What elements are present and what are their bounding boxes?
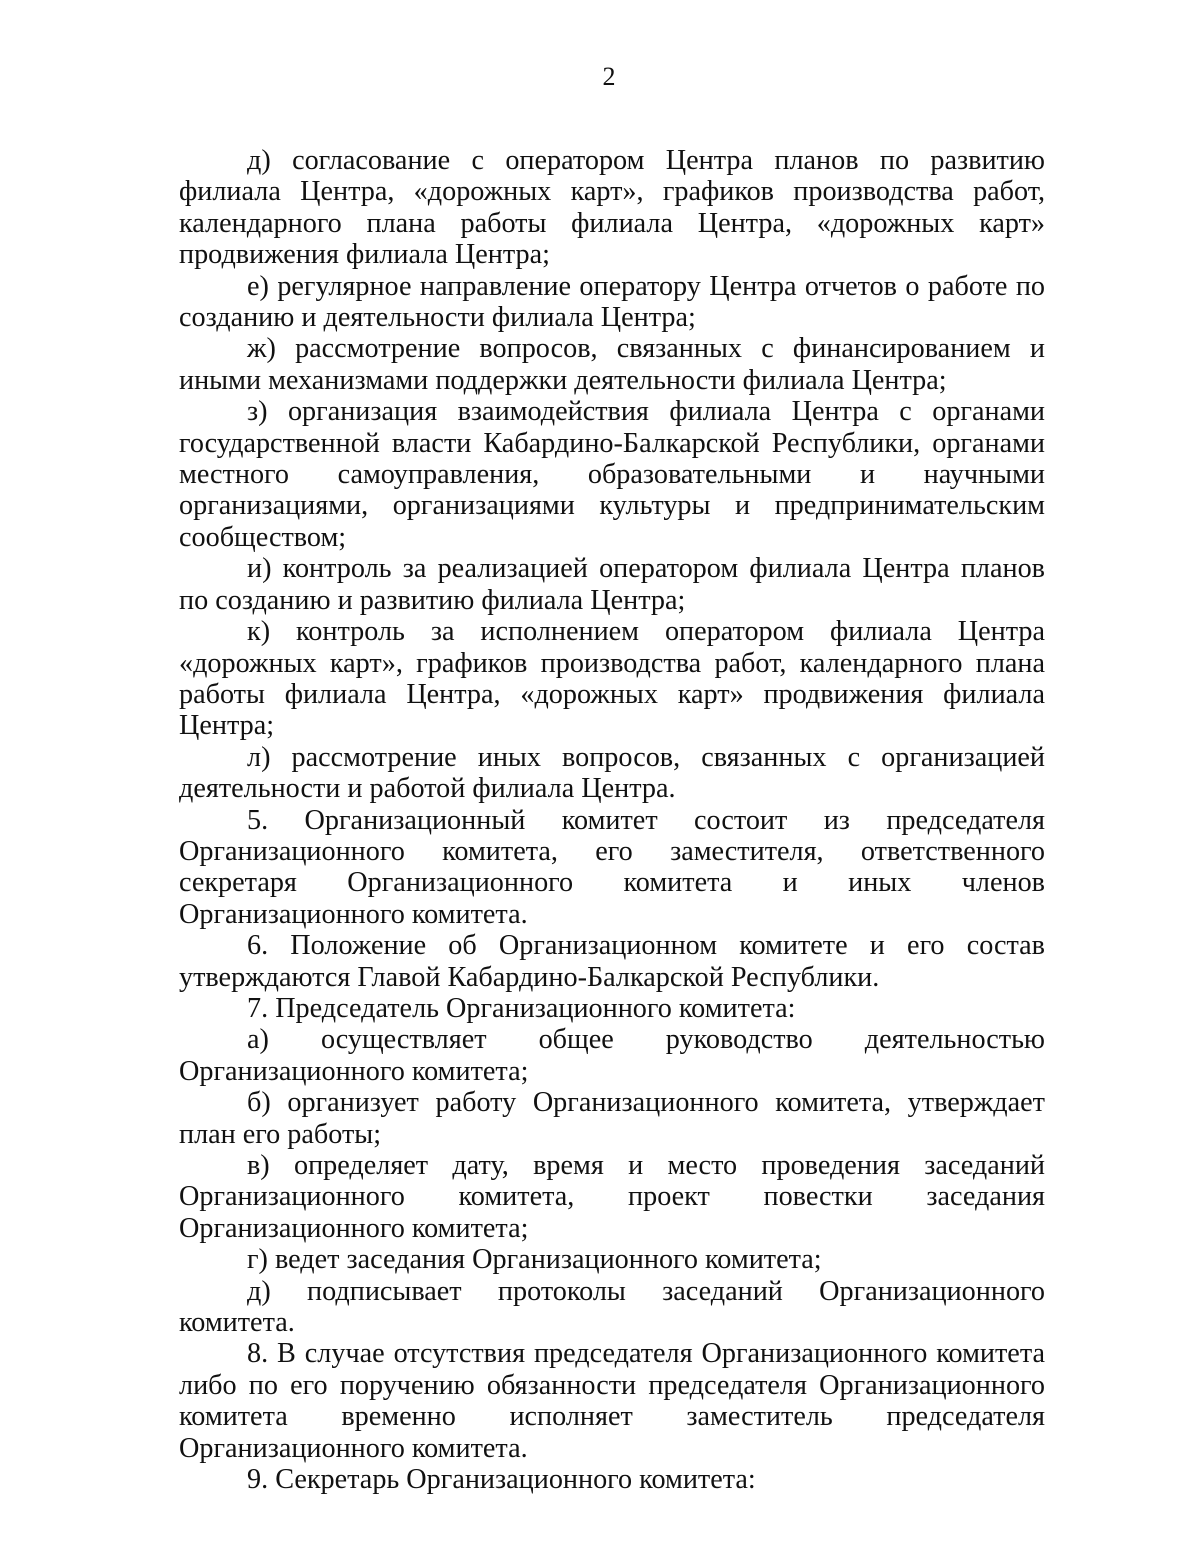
paragraph-item-l: л) рассмотрение иных вопросов, связанных с организацией деятельности и работой филиала Центра. — [179, 741, 1045, 805]
paragraph-item-g: г) ведет заседания Организационного комитета; — [247, 1244, 822, 1276]
document-body — [179, 145, 1045, 1495]
page-number: 2 — [602, 62, 616, 91]
paragraph-section-6: 6. Положение об Организационном комитете и его состав утверждаются Главой Кабардино-Балкарской Республики. — [179, 930, 1045, 993]
paragraph-item-d: д) согласование с оператором Центра планов по развитию филиала Центра, «дорожных карт», графиков производства работ, календарного плана работы филиала Центра, «дорожных карт» продвижения филиала Центра; — [179, 145, 1045, 271]
paragraph-item-z: з) организация взаимодействия филиала Центра с органами государственной власти Кабардино-Балкарской Республики, органами местного самоуправления, образовательными и научными организациями, организациями культуры и предпринимательским сообществом; — [179, 396, 1045, 553]
paragraph-item-i: и) контроль за реализацией оператором филиала Центра планов по созданию и развитию филиала Центра; — [179, 553, 1045, 616]
paragraph-item-a: а) осуществляет общее руководство деятельностью Организационного комитета; — [179, 1024, 1045, 1087]
paragraph-item-b: б) организует работу Организационного комитета, утверждает план его работы; — [179, 1087, 1045, 1150]
paragraph-item-v: в) определяет дату, время и место проведения заседаний Организационного комитета, проект повестки заседания Организационного комитета; — [179, 1150, 1045, 1244]
paragraph-section-8: 8. В случае отсутствия председателя Организационного комитета либо по его поручению обязанности председателя Организационного комитета временно исполняет заместитель председателя Организационного комитета. — [179, 1338, 1045, 1464]
paragraph-section-7: 7. Председатель Организационного комитета: — [247, 992, 796, 1024]
paragraph-section-9: 9. Секретарь Организационного комитета: — [247, 1464, 756, 1496]
paragraph-section-5: 5. Организационный комитет состоит из председателя Организационного комитета, его заместителя, ответственного секретаря Организационного комитета и иных членов Организационного комитета. — [179, 804, 1045, 930]
paragraph-item-e: е) регулярное направление оператору Центра отчетов о работе по созданию и деятельности филиала Центра; — [179, 270, 1045, 334]
paragraph-item-d2: д) подписывает протоколы заседаний Организационного комитета. — [179, 1275, 1045, 1339]
paragraph-item-zh: ж) рассмотрение вопросов, связанных с финансированием и иными механизмами поддержки деятельности филиала Центра; — [179, 333, 1045, 396]
paragraph-item-k: к) контроль за исполнением оператором филиала Центра «дорожных карт», графиков производства работ, календарного плана работы филиала Центра, «дорожных карт» продвижения филиала Центра; — [179, 616, 1045, 742]
